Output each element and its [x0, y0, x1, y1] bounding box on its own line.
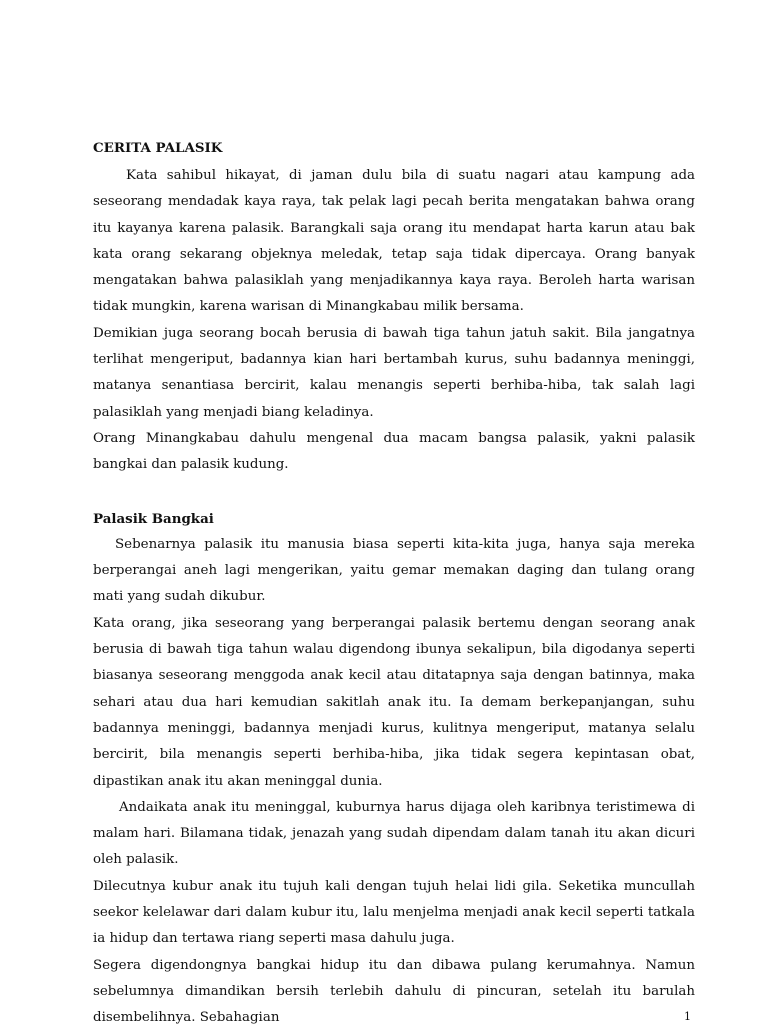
section-paragraph-2: Kata orang, jika seseorang yang berperangai palasik bertemu dengan seorang anak berusia di bawah tiga tahun walau digendong ibunya sekalipun, bila digodanya seperti biasanya seseorang menggoda anak kecil atau ditatapnya saja dengan batinnya, maka sehari atau dua hari kemudian sakitlah anak itu. Ia demam berkepanjangan, suhu badannya meninggi, badannya menjadi kurus, kulitnya mengeriput, matanya selalu bercirit, bila menangis seperti berhiba-hiba, jika tidak segera kepintasan obat, dipastikan anak itu akan meninggal dunia.: [93, 615, 695, 789]
section-paragraph-4: Dilecutnya kubur anak itu tujuh kali dengan tujuh helai lidi gila. Seketika muncullah seekor kelelawar dari dalam kubur itu, lalu menjelma menjadi anak kecil seperti tatkala ia hidup dan tertawa riang seperti masa dahulu juga.: [93, 878, 695, 947]
intro-paragraph-3: Orang Minangkabau dahulu mengenal dua macam bangsa palasik, yakni palasik bangkai dan palasik kudung.: [93, 430, 695, 473]
document-body: [93, 138, 695, 1032]
section-paragraph-3: Andaikata anak itu meninggal, kuburnya harus dijaga oleh karibnya teristimewa di malam hari. Bilamana tidak, jenazah yang sudah dipendam dalam tanah itu akan dicuri oleh palasik.: [93, 799, 695, 868]
intro-paragraph-2: Demikian juga seorang bocah berusia di bawah tiga tahun jatuh sakit. Bila jangatnya terlihat mengeriput, badannya kian hari bertambah kurus, suhu badannya meninggi, matanya senantiasa bercirit, kalau menangis seperti berhiba-hiba, tak salah lagi palasiklah yang menjadi biang keladinya.: [93, 325, 695, 420]
section-heading: Palasik Bangkai: [93, 510, 214, 527]
section-paragraph-5: Segera digendongnya bangkai hidup itu dan dibawa pulang kerumahnya. Namun sebelumnya dimandikan bersih terlebih dahulu di pincuran, setelah itu barulah disembelihnya. Sebahagian: [93, 957, 695, 1026]
page-number: 1: [684, 1010, 691, 1023]
intro-paragraph-1: Kata sahibul hikayat, di jaman dulu bila di suatu nagari atau kampung ada seseorang mendadak kaya raya, tak pelak lagi pecah berita mengatakan bahwa orang itu kayanya karena palasik. Barangkali saja orang itu mendapat harta karun atau bak kata orang sekarang objeknya meledak, tetap saja tidak dipercaya. Orang banyak mengatakan bahwa palasiklah yang menjadikannya kaya raya. Beroleh harta warisan tidak mungkin, karena warisan di Minangkabau milik bersama.: [93, 168, 695, 315]
section-paragraph-1: Sebenarnya palasik itu manusia biasa seperti kita-kita juga, hanya saja mereka berperangai aneh lagi mengerikan, yaitu gemar memakan daging dan tulang orang mati yang sudah dikubur.: [93, 536, 695, 605]
document-title: CERITA PALASIK: [93, 140, 223, 156]
